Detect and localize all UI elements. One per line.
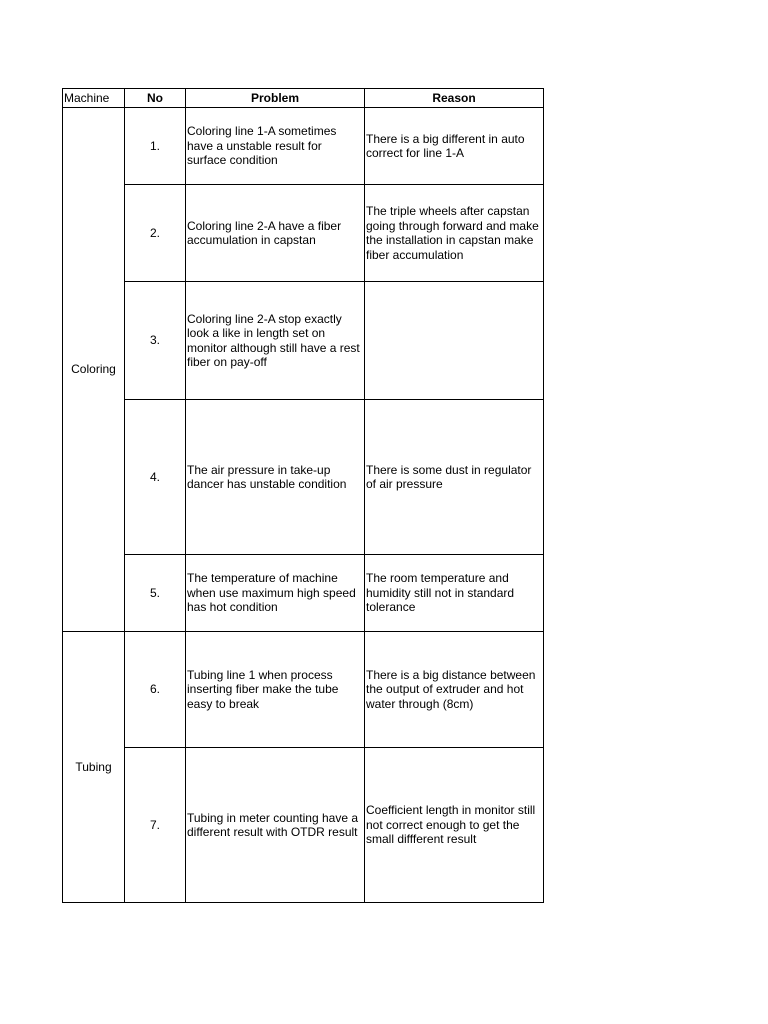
- table-row: [63, 748, 544, 903]
- header-problem: Problem: [186, 89, 365, 108]
- reason-cell: The room temperature and humidity still not in standard tolerance: [365, 555, 544, 632]
- row-number: 1.: [125, 108, 186, 185]
- reason-cell: There is a big different in auto correct for line 1-A: [365, 108, 544, 185]
- reason-cell: The triple wheels after capstan going through forward and make the installation in capstan make fiber accumulation: [365, 185, 544, 282]
- row-number: 2.: [125, 185, 186, 282]
- table-row: [63, 185, 544, 282]
- row-number: 4.: [125, 400, 186, 555]
- problem-cell: The air pressure in take-up dancer has unstable condition: [186, 400, 365, 555]
- row-number: 5.: [125, 555, 186, 632]
- reason-cell: There is some dust in regulator of air pressure: [365, 400, 544, 555]
- machine-group-tubing: Tubing: [63, 632, 125, 903]
- reason-cell: [365, 282, 544, 400]
- machine-group-coloring: Coloring: [63, 108, 125, 632]
- header-row: [63, 89, 544, 108]
- problem-cell: Tubing line 1 when process inserting fiber make the tube easy to break: [186, 632, 365, 748]
- problem-cell: Coloring line 2-A have a fiber accumulation in capstan: [186, 185, 365, 282]
- header-machine: Machine: [63, 89, 125, 108]
- reason-cell: There is a big distance between the output of extruder and hot water through (8cm): [365, 632, 544, 748]
- row-number: 7.: [125, 748, 186, 903]
- header-no: No: [125, 89, 186, 108]
- problem-cell: Coloring line 2-A stop exactly look a like in length set on monitor although still have a rest fiber on pay-off: [186, 282, 365, 400]
- row-number: 3.: [125, 282, 186, 400]
- table-row: [63, 400, 544, 555]
- reason-cell: Coefficient length in monitor still not correct enough to get the small diffferent result: [365, 748, 544, 903]
- table-row: [63, 632, 544, 748]
- problems-table: [62, 88, 544, 903]
- header-reason: Reason: [365, 89, 544, 108]
- table-row: [63, 108, 544, 185]
- problem-cell: The temperature of machine when use maximum high speed has hot condition: [186, 555, 365, 632]
- problem-cell: Coloring line 1-A sometimes have a unstable result for surface condition: [186, 108, 365, 185]
- table-row: [63, 555, 544, 632]
- problem-cell: Tubing in meter counting have a different result with OTDR result: [186, 748, 365, 903]
- row-number: 6.: [125, 632, 186, 748]
- table-row: [63, 282, 544, 400]
